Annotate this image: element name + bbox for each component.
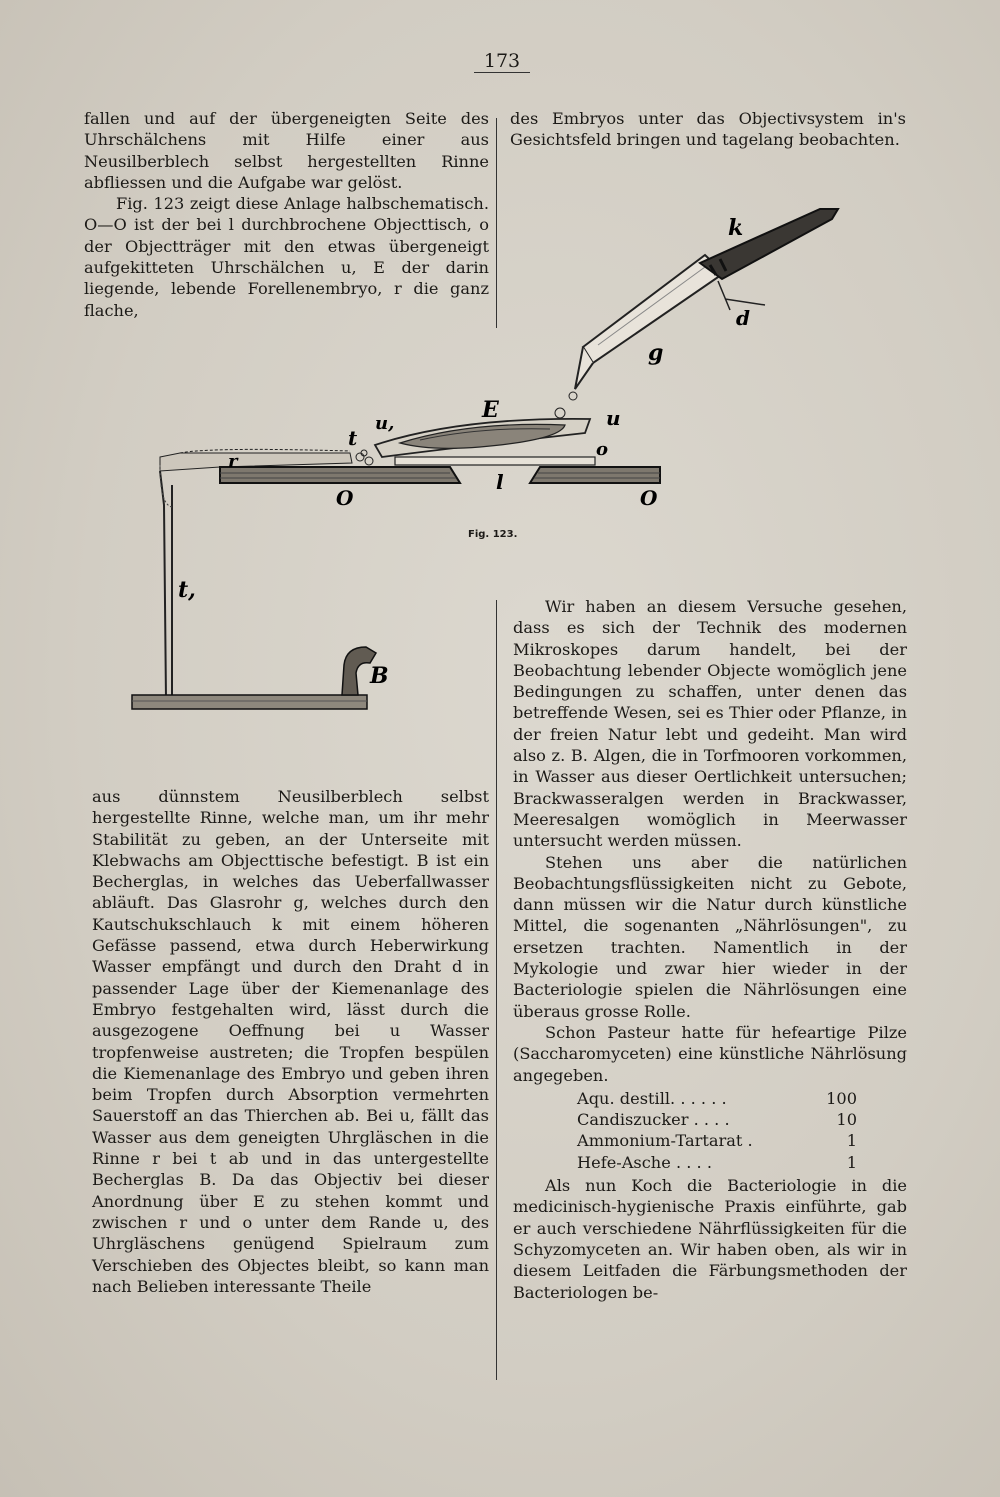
water-drop bbox=[569, 392, 577, 400]
column-rule bbox=[496, 600, 497, 1380]
label-l: l bbox=[496, 470, 504, 494]
right-column-bottom bbox=[513, 596, 907, 1303]
paragraph: Wir haben an diesem Versuche gesehen, dass es sich der Technik des modernen Mikroskopes darum handelt, bei der Beobachtung lebender Objecte womöglich jene Bedingungen zu schaffen, unter denen das betreffende Wesen, sei es Thier oder Pflanze, in der freien Natur lebt und gedeiht. Man wird also z. B. Algen, die in Torfmooren vorkommen, in Wasser aus dieser Oertlichkeit untersuchen; Brackwasseralgen werden in Brackwasser, Meeresalgen womöglich in Meerwasser untersucht werden müssen. bbox=[513, 597, 907, 851]
beaker-B bbox=[132, 647, 376, 709]
label-O-right: O bbox=[640, 486, 658, 510]
label-r: r bbox=[228, 451, 238, 472]
label-t: t bbox=[348, 426, 358, 450]
object-table bbox=[220, 467, 660, 483]
paragraph: aus dünnstem Neusilberblech selbst hergestellte Rinne, welche man, um ihr mehr Stabilität zu geben, an der Unterseite mit Klebwachs am Objecttische befestigt. B ist ein Becherglas, in welches das Ueberfallwasser abläuft. Das Glasrohr g, welches durch den Kautschukschlauch k mit einem höheren Gefässe passend, etwa durch Heberwirkung Wasser empfängt und durch den Draht d in passender Lage über der Kiemenanlage des Embryo festgehalten wird, lässt durch die ausgezogene Oeffnung bei u Wasser tropfenweise austreten; die Tropfen bespülen die Kiemenanlage des Embryo und geben ihren beim Tropfen durch Absorption vermehrten Sauerstoff an das Thierchen ab. Bei u, fällt das Wasser aus dem geneigten Uhrgläschen in die Rinne r bei t ab und in das untergestellte Becherglas B. Da das Objectiv bei dieser Anordnung über E zu stehen kommt und zwischen r und o unter dem Rande u, des Uhrgläschens genügend Spielraum zum Verschieben des Objectes bleibt, so kann man nach Belieben interessante Theile bbox=[92, 787, 489, 1296]
paragraph: des Embryos unter das Objectivsystem in's Gesichtsfeld bringen und tagelang beobachten. bbox=[510, 109, 906, 150]
rubber-hose-k bbox=[700, 209, 838, 279]
page-number: 173 bbox=[474, 50, 530, 73]
object-slide-o bbox=[395, 457, 595, 465]
label-E: E bbox=[482, 397, 499, 423]
label-u: u bbox=[606, 406, 621, 430]
label-O-left: O bbox=[336, 486, 354, 510]
label-B: B bbox=[370, 663, 389, 689]
left-column-bottom bbox=[92, 786, 489, 1297]
label-k: k bbox=[728, 215, 744, 241]
recipe-row: Candiszucker . . . . 10 bbox=[577, 1110, 857, 1130]
paragraph: Fig. 123 zeigt diese Anlage halbschematisch. O—O ist der bei l durchbrochene Objecttisch, o der Objectträger mit den etwas übergeneigt aufgekitteten Uhrschälchen u, E der darin liegende, lebende Forellenembryo, r die ganz flache, bbox=[84, 194, 489, 320]
paragraph: Schon Pasteur hatte für hefeartige Pilze (Saccharomyceten) eine künstliche Nährlösung angegeben. bbox=[513, 1022, 907, 1085]
embryo-E bbox=[400, 424, 565, 448]
right-column-top bbox=[510, 108, 906, 151]
figure-caption: Fig. 123. bbox=[468, 529, 518, 540]
paragraph: fallen und auf der übergeneigten Seite des Uhrschälchens mit Hilfe einer aus Neusilberblech selbst hergestellten Rinne abfliessen und die Aufgabe war gelöst. bbox=[84, 109, 489, 192]
recipe-row: Ammonium-Tartarat . 1 bbox=[577, 1131, 857, 1151]
label-d: d bbox=[736, 306, 750, 330]
water-drop bbox=[555, 408, 565, 418]
paragraph: Stehen uns aber die natürlichen Beobachtungsflüssigkeiten nicht zu Gebote, dann müssen wir die Natur durch künstliche Mittel, die sogenanten „Nährlösungen", zu ersetzen trachten. Namentlich in der Mykologie und zwar hier wieder in der Bacteriologie spielen die Nährlösungen eine überaus grosse Rolle. bbox=[513, 852, 907, 1021]
label-t1: t, bbox=[178, 577, 196, 603]
label-u1: u, bbox=[375, 413, 395, 434]
recipe-row: Hefe-Asche . . . . 1 bbox=[577, 1152, 857, 1172]
recipe-table bbox=[577, 1088, 857, 1173]
recipe-row: Aqu. destill. . . . . . 100 bbox=[577, 1088, 857, 1108]
drain-tube bbox=[160, 471, 166, 700]
paragraph: Als nun Koch die Bacteriologie in die medicinisch-hygienische Praxis einführte, gab er auch verschiedene Nährflüssigkeiten für die Schyzomyceten an. Wir haben oben, als wir in diesem Leitfaden die Färbungsmethoden der Bacteriologen be- bbox=[513, 1176, 907, 1302]
label-o: o bbox=[596, 439, 609, 460]
label-g: g bbox=[648, 340, 664, 366]
